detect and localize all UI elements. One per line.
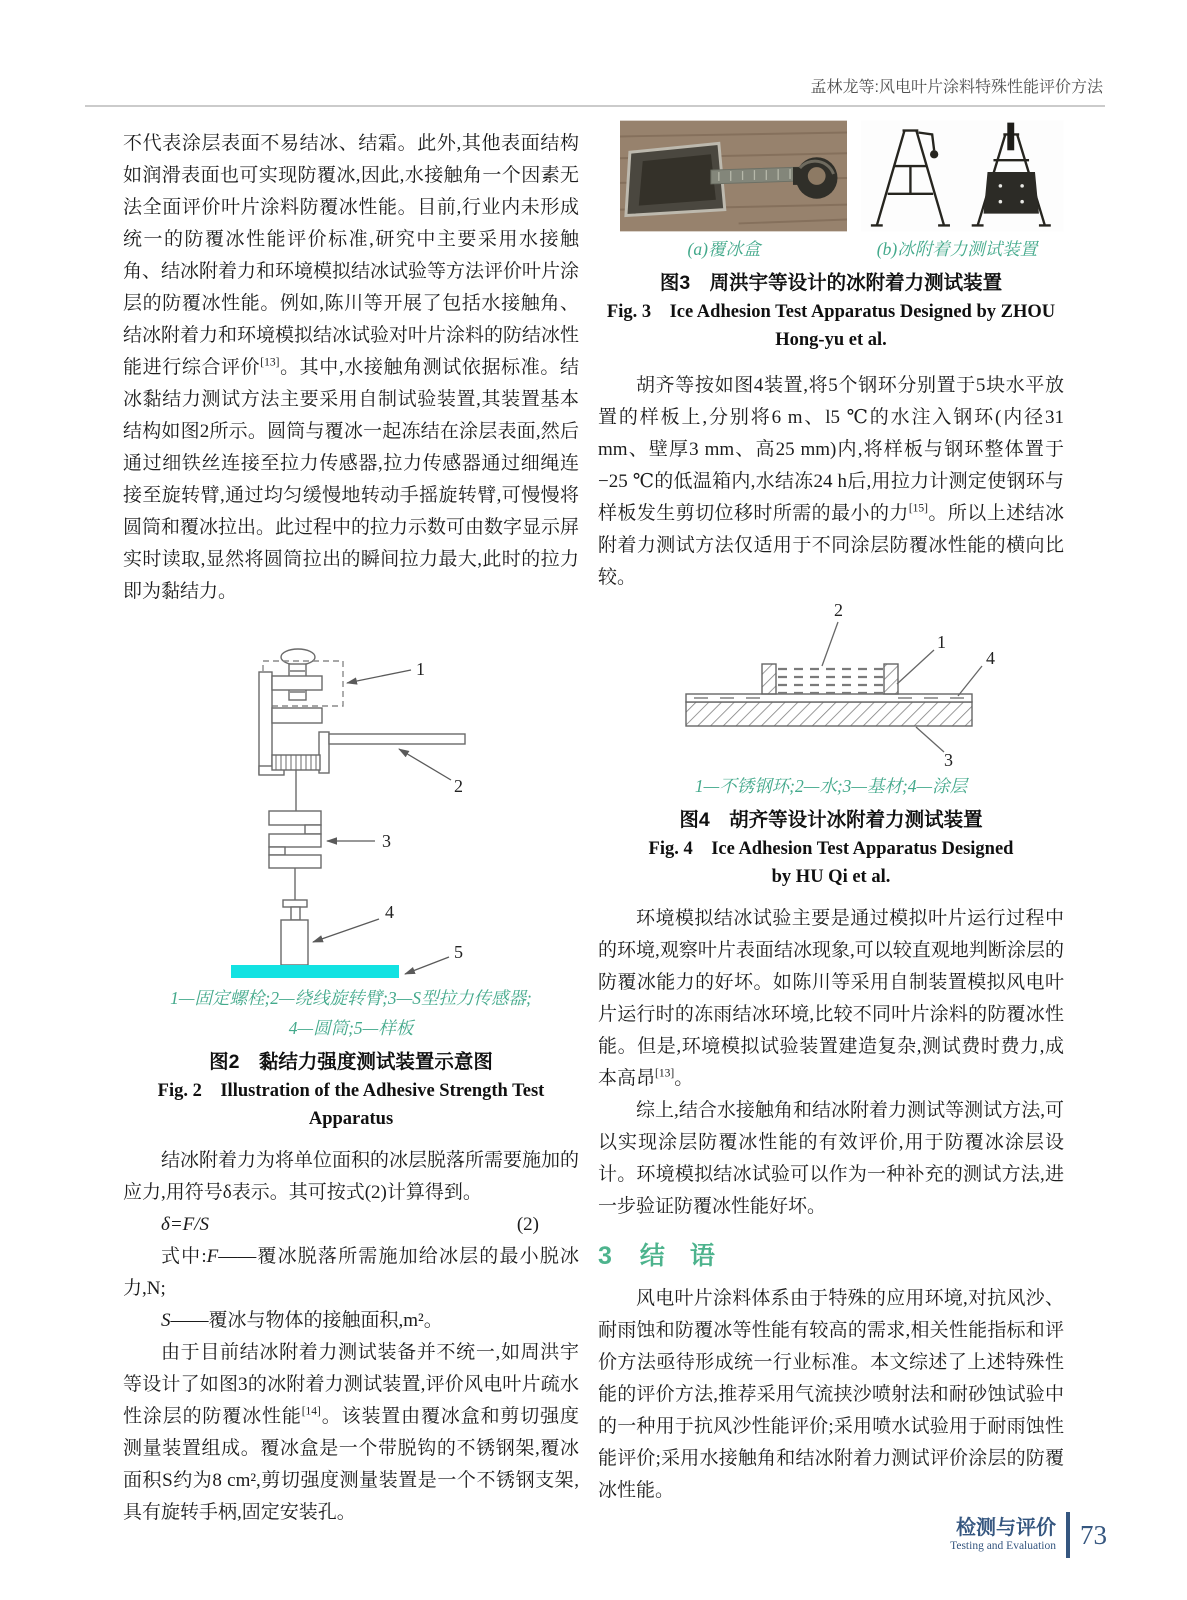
cylinder: [281, 920, 308, 965]
section-3-number: 3: [598, 1242, 612, 1270]
fig4-apparatus-diagram: [598, 596, 1064, 766]
fig3-caption-en-line1: Fig. 3 Ice Adhesion Test Apparatus Designed by ZHOU: [606, 302, 1056, 322]
paragraph-summary: 综上,结合水接触角和结冰附着力测试等测试方法,可以实现涂层防覆冰性能的有效评价,用于防覆冰涂层设计。环境模拟结冰试验可以作为一种补充的测试方法,进一步验证防覆冰性能好坏。: [598, 1100, 1064, 1217]
rotating-arm: [329, 734, 465, 744]
citation-13b: [13]: [655, 1067, 675, 1080]
fig3-photo-test-stands: [861, 120, 1064, 232]
page-number: 73: [1080, 1519, 1107, 1550]
fig3-photo-ice-box: [620, 120, 847, 232]
running-head: 孟林龙等:风电叶片涂料特殊性能评价方法: [810, 79, 1103, 96]
fig4-caption-cn: 图4 胡齐等设计冰附着力测试装置: [679, 809, 983, 831]
fig2-legend-line1: 1—固定螺栓;2—绕线旋转臂;3—S型拉力传感器;: [170, 988, 532, 1008]
sample-plate: [231, 965, 399, 978]
ring-wall-left: [762, 664, 776, 694]
ring-wall-right: [884, 664, 898, 694]
paragraph-adhesion-definition: 结冰附着力为将单位面积的冰层脱落所需要施加的应力,用符号δ表示。其可按式(2)计算得到。: [123, 1150, 580, 1203]
paragraph-environment-simulation: 环境模拟结冰试验主要是通过模拟叶片运行过程中的环境,观察叶片表面结冰现象,可以较直观地判断涂层的防覆冰能力的好坏。如陈川等采用自制装置模拟风电叶片运行时的冻雨结冰环境,比较不同叶片涂料的防覆冰性能。但是,环境模拟试验装置建造复杂,测试费时费力,成本高昂[13]。: [598, 908, 1064, 1089]
fig4-label-2: 2: [834, 600, 843, 620]
journal-name: [950, 1517, 1056, 1553]
fig2-caption-cn: 图2 黏结力强度测试装置示意图: [209, 1051, 493, 1073]
figure-2: [123, 628, 579, 1133]
fig3-caption-en-line2: Hong-yu et al.: [775, 330, 887, 350]
fig4-label-1: 1: [937, 632, 946, 652]
figure-3: [598, 120, 1064, 354]
fig2-label-4: 4: [385, 902, 394, 922]
threaded-rod: [711, 167, 802, 184]
fig2-label-5: 5: [454, 942, 463, 962]
fig2-legend-line2: 4—圆筒;5—样板: [288, 1018, 414, 1038]
footer-divider: [1066, 1512, 1070, 1558]
paragraph-zhou-apparatus: 由于目前结冰附着力测试装备并不统一,如周洪宇等设计了如图3的冰附着力测试装置,评价风电叶片疏水性涂层的防覆冰性能[14]。该装置由覆冰盒和剪切强度测量装置组成。覆冰盒是一个带脱钩的不锈钢架,覆冰面积S约为8 cm²,剪切强度测量装置是一个不锈钢支架,具有旋转手柄,固定安装孔。: [123, 1342, 579, 1523]
fig2-caption-en: Fig. 2 Illustration of the Adhesive Strength Test Apparatus: [157, 1081, 545, 1129]
equation-number: (2): [516, 1214, 539, 1235]
fig4-caption-en-line2: by HU Qi et al.: [771, 867, 891, 887]
fig2-apparatus-diagram: [123, 628, 579, 978]
section-3-title: 结 语: [639, 1242, 715, 1270]
citation-14: [14]: [301, 1405, 321, 1418]
paragraph-hu-method: 胡齐等按如图4装置,将5个钢环分别置于5块水平放置的样板上,分别将6 m、l5 ℃的水注入钢环(内径31 mm、壁厚3 mm、高25 mm)内,将样板与钢环整体置于−25 ℃的低温箱内,水结冻24 h后,用拉力计测定使钢环与样板发生剪切位移时所需的最小的力[15]。所以上述结冰附着力测试方法仅适用于不同涂层防覆冰性能的横向比较。: [598, 375, 1064, 588]
where-clause-F: 式中:F——覆冰脱落所需施加给冰层的最小脱冰力,N;: [123, 1246, 579, 1299]
journal-name-en: Testing and Evaluation: [950, 1540, 1056, 1552]
paragraph-ice-intro: 不代表涂层表面不易结冰、结霜。此外,其他表面结构如润滑表面也可实现防覆冰,因此,水接触角一个因素无法全面评价叶片涂料防覆冰性能。目前,行业内未形成统一的防覆冰性能评价标准,研究中主要采用水接触角、结冰附着力和环境模拟结冰试验等方法评价叶片涂层的防覆冰性能。例如,陈川等开展了包括水接触角、结冰附着力和环境模拟结冰试验对叶片涂料的防结冰性能进行综合评价[13]。其中,水接触角测试依据标准。结冰黏结力测试方法主要采用自制试验装置,其装置基本结构如图2所示。圆筒与覆冰一起冻结在涂层表面,然后通过细铁丝连接至拉力传感器,拉力传感器通过细绳连接至旋转臂,通过均匀缓慢地转动手摇旋转臂,可慢慢将圆筒和覆冰拉出。此过程中的拉力示数可由数字显示屏实时读取,显然将圆筒拉出的瞬间拉力最大,此时的拉力即为黏结力。: [123, 133, 580, 602]
paragraph-conclusion: 风电叶片涂料体系由于特殊的应用环境,对抗风沙、耐雨蚀和防覆冰等性能有较高的需求,相关性能指标和评价方法亟待形成统一行业标准。本文综述了上述特殊性能的评价方法,推荐采用气流挟沙喷射法和耐砂蚀试验中的一种用于抗风沙性能评价;采用喷水试验用于耐雨蚀性能评价;采用水接触角和结冰附着力测试评价涂层的防覆冰性能。: [598, 1288, 1064, 1501]
right-column: [598, 120, 1064, 1507]
fig3-caption-b: (b)冰附着力测试装置: [876, 239, 1038, 259]
equation-2: [123, 1209, 579, 1241]
where-clause-S: S——覆冰与物体的接触面积,m²。: [161, 1310, 443, 1331]
journal-name-cn: 检测与评价: [956, 1517, 1056, 1539]
citation-15: [15]: [908, 502, 928, 515]
water-dashes: [778, 669, 884, 693]
header-rule: [85, 105, 1105, 107]
fig2-label-2: 2: [454, 776, 463, 796]
fig2-label-3: 3: [382, 831, 391, 851]
figure-4: [598, 596, 1064, 891]
bolt-head: [281, 649, 315, 665]
page-footer: [950, 1512, 1107, 1558]
fig4-label-3: 3: [944, 750, 953, 766]
fig2-label-1: 1: [416, 659, 425, 679]
clamp-column: [259, 672, 272, 774]
citation-13: [13]: [260, 356, 280, 369]
fig4-label-4: 4: [986, 648, 995, 668]
substrate: [686, 702, 972, 726]
section-3-heading: [598, 1239, 1064, 1273]
fig4-legend: 1—不锈钢环;2—水;3—基材;4—涂层: [694, 776, 968, 796]
fig3-caption-a: (a)覆冰盒: [687, 239, 761, 259]
equation-expression: δ=F/S: [161, 1214, 210, 1235]
left-column: [123, 128, 579, 1529]
fig3-caption-cn: 图3 周洪宇等设计的冰附着力测试装置: [659, 272, 1003, 294]
panel-handle: [1008, 123, 1015, 151]
fig4-caption-en-line1: Fig. 4 Ice Adhesion Test Apparatus Designed: [648, 839, 1014, 859]
